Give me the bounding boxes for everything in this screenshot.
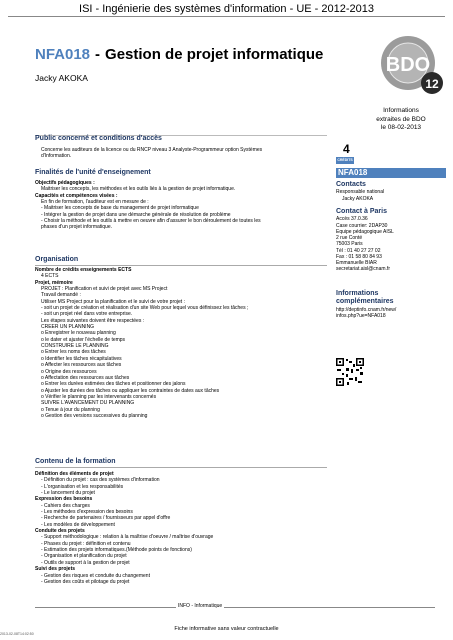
course-code: NFA018 [35, 46, 91, 63]
contact-line: Accès 37.0.36 [336, 216, 368, 223]
course-name: Gestion de projet informatique [105, 46, 324, 63]
text-line: - Organisation et planification du projet [41, 553, 127, 560]
contact-line: 2 rue Conté [336, 235, 363, 242]
text-line: - Choisir la méthode et les outils à mettre en oeuvre afin d'assurer le bon déroulement de toutes les [41, 218, 261, 225]
text-line: - Gestion des risques et conduite du changement [41, 572, 150, 579]
text-line: phases d'un projet informatique. [41, 224, 112, 231]
text-line: - soit un projet réel dans votre entreprise. [41, 311, 133, 318]
badge-number: 12 [425, 77, 439, 91]
subheading: Définition des éléments de projet [35, 471, 114, 477]
text-line: Maitriser les concepts, les méthodes et les outils liés à la gestion de projet informatique. [41, 186, 236, 193]
text-line: - Le lancement du projet [41, 490, 95, 497]
text-line: - Gestion des coûts et pilotage du projet [41, 578, 130, 585]
info-link[interactable]: http://deptinfo.cnam.fr/new/ [336, 306, 397, 313]
text-line: CREER UN PLANNING [41, 324, 95, 331]
text-line: PROJET : Planification et suivi de projet avec MS Project [41, 286, 168, 293]
text-line: o Affecter les ressources aux tâches [41, 362, 122, 369]
subheading: Projet, mémoire [35, 279, 73, 286]
section-title-public: Public concerné et conditions d'accès [35, 135, 162, 142]
organisation-block [35, 267, 327, 419]
subheading: Capacités et compétences visées : [35, 192, 118, 199]
contact-line: Fax : 01 58 80 84 93 [336, 253, 382, 260]
badge-letters: BDO [385, 54, 431, 76]
public-text [35, 147, 327, 160]
finalites-block [35, 180, 327, 231]
text-line: - Outils de support à la gestion de projet [41, 559, 130, 566]
text-line: o le dater et ajuster l'échelle de temps [41, 336, 126, 343]
contacts-line: Jacky AKOKA [342, 195, 374, 202]
qr-code-icon[interactable] [336, 358, 364, 386]
section-title-contenu: Contenu de la formation [35, 458, 116, 465]
paris-title: Contact à Paris [336, 208, 387, 215]
text-line: - Estimation des projets informatiques.(Méthode points de fonctions) [41, 547, 192, 554]
text-line: - Recherche de partenaires / fournisseurs par appel d'offre [41, 515, 171, 522]
contacts-line: Responsable national [336, 189, 385, 196]
text-line: - Les modèles de développement [41, 521, 115, 528]
text-line: - Intégrer la gestion de projet dans une démarche générale de résolution de problème [41, 211, 231, 218]
text-line: o Enregistrer le nouveau planning [41, 330, 116, 337]
text-line: SUIVRE L'AVANCEMENT DU PLANNING [41, 400, 135, 407]
contenu-block [35, 471, 327, 585]
badge-caption [352, 107, 450, 133]
text-line: o Entrer les durées estimées des tâches et positionner des jalons [41, 381, 186, 388]
text-line: 4 ECTS [41, 273, 59, 280]
text-line: o Gestion des versions successives du planning [41, 412, 148, 419]
sidebar-more-info [336, 290, 448, 319]
text-line: o Tenue à jour du planning [41, 406, 100, 413]
paris-lines [336, 216, 448, 272]
course-title [35, 46, 323, 63]
text-line: - soit un projet de création et réalisation d'un site Web pour lequel vous définissez les tâches ; [41, 305, 249, 312]
contenu-divider [35, 467, 327, 468]
text-line: Les étapes suivantes doivent être respectées : [41, 317, 145, 324]
text-line: o Entrer les noms des tâches [41, 349, 106, 356]
subheading: Nombre de crédits enseignements ECTS [35, 267, 132, 273]
contact-line: Equipe pédagogique AISL [336, 228, 394, 235]
section-title-organisation: Organisation [35, 256, 79, 263]
badge-caption-line: extraites de BDO [376, 115, 426, 123]
text-line: - Cahiers des charges [41, 502, 90, 509]
bdo-badge-logo [368, 33, 446, 97]
footer-note: Fiche informative sans valeur contractuelle [174, 626, 279, 632]
info-title-line: complémentaires [336, 298, 394, 306]
sidebar-course-code: NFA018 [336, 168, 446, 178]
footer-category: INFO - Informatique [178, 603, 223, 609]
subheading: Suivi des projets [35, 566, 76, 573]
page-header-title: ISI - Ingénierie des systèmes d'information - UE - 2012-2013 [79, 3, 374, 15]
info-title-line: Informations [336, 290, 379, 297]
sidebar-contacts [336, 181, 448, 202]
text-line: o Identifier les tâches récapitulatives [41, 355, 122, 362]
text-line: Utiliser MS Project pour la planification et le suivi de votre projet : [41, 298, 185, 305]
text-line: o Vérifier le planning par les intervenants concernés [41, 393, 157, 400]
contact-email-link[interactable]: secretariat.aisl@cnam.fr [336, 266, 390, 273]
subheading: Conduite des projets [35, 528, 85, 535]
text-line: CONSTRUIRE LE PLANNING [41, 343, 109, 350]
contacts-title: Contacts [336, 181, 366, 188]
subheading: Objectifs pédagogiques : [35, 180, 95, 186]
contact-line: Emmanuelle BIAR [336, 260, 377, 267]
sidebar-paris-contact [336, 208, 448, 273]
ects-credits-label: CRÉDITS [337, 158, 353, 162]
info-link[interactable]: infos.php?ue=NFA018 [336, 312, 386, 319]
contact-line: Case courrier: 2DAP30 [336, 222, 388, 229]
text-line: o Affectation des ressources aux tâches [41, 374, 130, 381]
text-line: - Phases du projet : définition et contenu [41, 540, 131, 547]
footer-divider [35, 607, 435, 608]
text-line: - Maitriser les concepts de base du management de projet informatique [41, 205, 199, 212]
subheading: Expression des besoins [35, 496, 93, 503]
badge-caption-line: Informations [383, 107, 419, 114]
section-title-finalites: Finalités de l'unité d'enseignement [35, 169, 151, 176]
text-line: o Ajuster les durées des tâches ou appliquer les contraintes de dates aux tâches [41, 387, 220, 394]
course-author: Jacky AKOKA [35, 73, 88, 83]
header-divider [8, 16, 445, 17]
text-line: Travail demandé : [41, 292, 81, 299]
public-text-line: Concerne les auditeurs de la licence ou du RNCP niveau 3 Analyste-Programmeur option Systèmes [41, 147, 263, 153]
ects-number: 4 [343, 142, 350, 156]
text-line: o Origine des ressources [41, 368, 97, 375]
text-line: - Définition du projet : cas des systèmes d'information [41, 477, 160, 484]
organisation-divider [35, 265, 327, 266]
print-timestamp: 2013-02-08T14:02:50 [0, 632, 34, 636]
text-line: - L'organisation et les responsabilités [41, 483, 124, 490]
text-line: - Support méthodologique : relation à la maîtrise d'oeuvre / maîtrise d'ouvrage [41, 534, 214, 541]
contact-line: Tél : 01 40 27 27 02 [336, 247, 381, 254]
title-separator: - [95, 46, 101, 63]
badge-caption-line: le 08-02-2013 [380, 124, 422, 132]
public-text-line: d'Information. [41, 153, 72, 160]
contact-line: 75003 Paris [336, 241, 363, 248]
text-line: - Les méthodes d'expression des besoins [41, 509, 133, 516]
text-line: En fin de formation, l'auditeur est en mesure de : [41, 199, 149, 206]
